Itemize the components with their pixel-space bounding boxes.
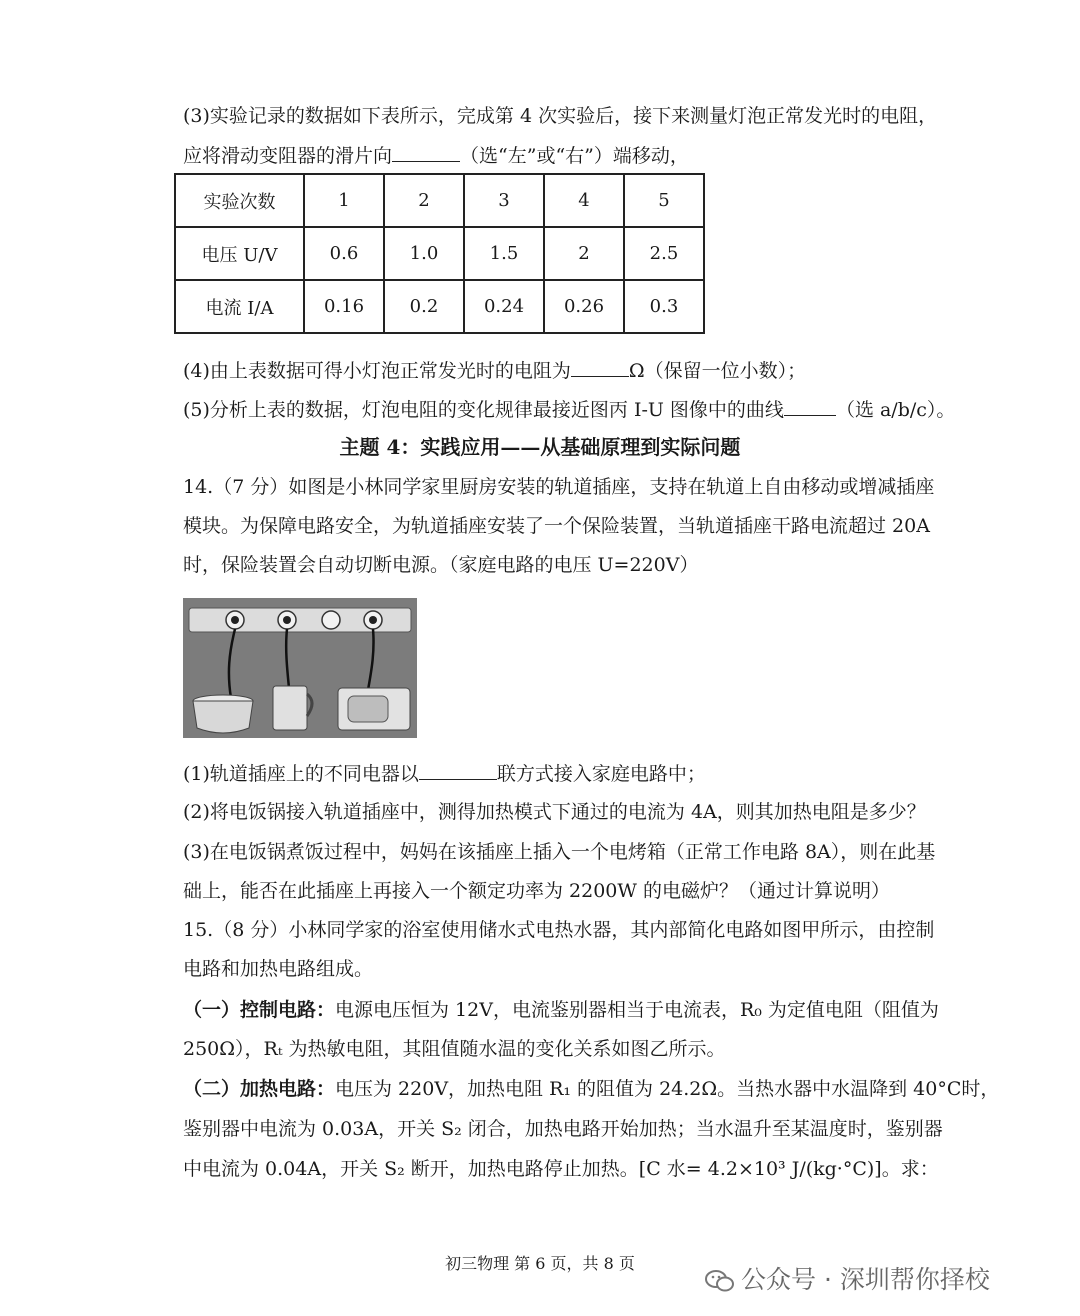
q15-heat-line2: 鉴别器中电流为 0.03A，开关 S₂ 闭合，加热电路开始加热；当水温升至某温度时，鉴别器 <box>183 1118 943 1140</box>
q13-part5-pre: (5)分析上表的数据，灯泡电阻的变化规律最接近图丙 I-U 图像中的曲线 <box>183 399 784 421</box>
answer-blank <box>571 356 629 377</box>
voltage-cell: 1.5 <box>464 227 544 280</box>
row-header-current: 电流 I/A <box>175 280 304 333</box>
current-cell: 0.24 <box>464 280 544 333</box>
q14-sub3-line2: 础上，能否在此插座上再接入一个额定功率为 2200W 的电磁炉？（通过计算说明） <box>183 880 890 902</box>
q13-part3-pre: 应将滑动变阻器的滑片向 <box>183 145 393 167</box>
trial-cell: 5 <box>624 174 704 227</box>
answer-blank <box>392 141 460 162</box>
row-header-trial: 实验次数 <box>175 174 304 227</box>
control-circuit-text: 电源电压恒为 12V，电流鉴别器相当于电流表，R₀ 为定值电阻（阻值为 <box>335 999 939 1021</box>
q14-sub2: (2)将电饭锅接入轨道插座中，测得加热模式下通过的电流为 4A，则其加热电阻是多少？ <box>183 801 926 823</box>
row-header-voltage: 电压 U/V <box>175 227 304 280</box>
q14-line2: 模块。为保障电路安全，为轨道插座安装了一个保险装置，当轨道插座干路电流超过 20A <box>183 515 930 537</box>
q13-part5 <box>183 395 955 424</box>
table-row <box>175 280 704 333</box>
trial-cell: 3 <box>464 174 544 227</box>
watermark-text: 公众号 · 深圳帮你择校 <box>741 1265 990 1294</box>
q13-part3-line2 <box>183 141 689 170</box>
q15-control-line1 <box>183 996 939 1024</box>
q15-line2: 电路和加热电路组成。 <box>183 958 374 980</box>
q14-sub1-post: 联方式接入家庭电路中； <box>496 763 706 785</box>
voltage-cell: 0.6 <box>304 227 384 280</box>
q13-part4-post: Ω（保留一位小数）； <box>628 360 807 382</box>
page-footer: 初三物理 第 6 页，共 8 页 <box>445 1254 635 1273</box>
q14-sub1 <box>183 759 706 788</box>
q14-sub1-pre: (1)轨道插座上的不同电器以 <box>183 763 419 785</box>
section-heading: 主题 4：实践应用——从基础原理到实际问题 <box>339 435 741 459</box>
trial-cell: 1 <box>304 174 384 227</box>
control-circuit-label: （一）控制电路： <box>183 999 336 1021</box>
track-socket-photo <box>183 598 417 738</box>
q15-control-line2: 250Ω），Rₜ 为热敏电阻，其阻值随水温的变化关系如图乙所示。 <box>183 1038 726 1060</box>
q15-heat-line3: 中电流为 0.04A，开关 S₂ 断开，加热电路停止加热。[C 水= 4.2×10³ J/(kg·°C)]。求： <box>183 1158 939 1180</box>
current-cell: 0.16 <box>304 280 384 333</box>
q13-part4 <box>183 356 806 385</box>
table-row <box>175 227 704 280</box>
experiment-data-table <box>174 173 705 334</box>
current-cell: 0.3 <box>624 280 704 333</box>
q14-line3: 时，保险装置会自动切断电源。（家庭电路的电压 U=220V） <box>183 554 699 576</box>
voltage-cell: 2 <box>544 227 624 280</box>
answer-blank <box>784 395 836 416</box>
answer-blank <box>419 759 497 780</box>
watermark <box>705 1260 990 1296</box>
heating-circuit-text: 电压为 220V，加热电阻 R₁ 的阻值为 24.2Ω。当热水器中水温降到 40°C时， <box>335 1078 1000 1100</box>
q14-line1: 14.（7 分）如图是小林同学家里厨房安装的轨道插座，支持在轨道上自由移动或增减插座 <box>183 476 935 498</box>
q15-heat-line1 <box>183 1075 999 1103</box>
trial-cell: 2 <box>384 174 464 227</box>
heating-circuit-label: （二）加热电路： <box>183 1078 336 1100</box>
q13-part3-line1: (3)实验记录的数据如下表所示，完成第 4 次实验后，接下来测量灯泡正常发光时的电阻， <box>183 105 938 127</box>
trial-cell: 4 <box>544 174 624 227</box>
current-cell: 0.26 <box>544 280 624 333</box>
current-cell: 0.2 <box>384 280 464 333</box>
voltage-cell: 1.0 <box>384 227 464 280</box>
q15-line1: 15.（8 分）小林同学家的浴室使用储水式电热水器，其内部简化电路如图甲所示，由控制 <box>183 919 935 941</box>
wechat-icon <box>705 1269 735 1293</box>
voltage-cell: 2.5 <box>624 227 704 280</box>
q14-sub3-line1: (3)在电饭锅煮饭过程中，妈妈在该插座上插入一个电烤箱（正常工作电路 8A），则在此基 <box>183 841 936 863</box>
q13-part3-post: （选“左”或“右”）端移动， <box>460 145 689 167</box>
table-row <box>175 174 704 227</box>
q13-part5-post: （选 a/b/c）。 <box>835 399 956 421</box>
q13-part4-pre: (4)由上表数据可得小灯泡正常发光时的电阻为 <box>183 360 571 382</box>
